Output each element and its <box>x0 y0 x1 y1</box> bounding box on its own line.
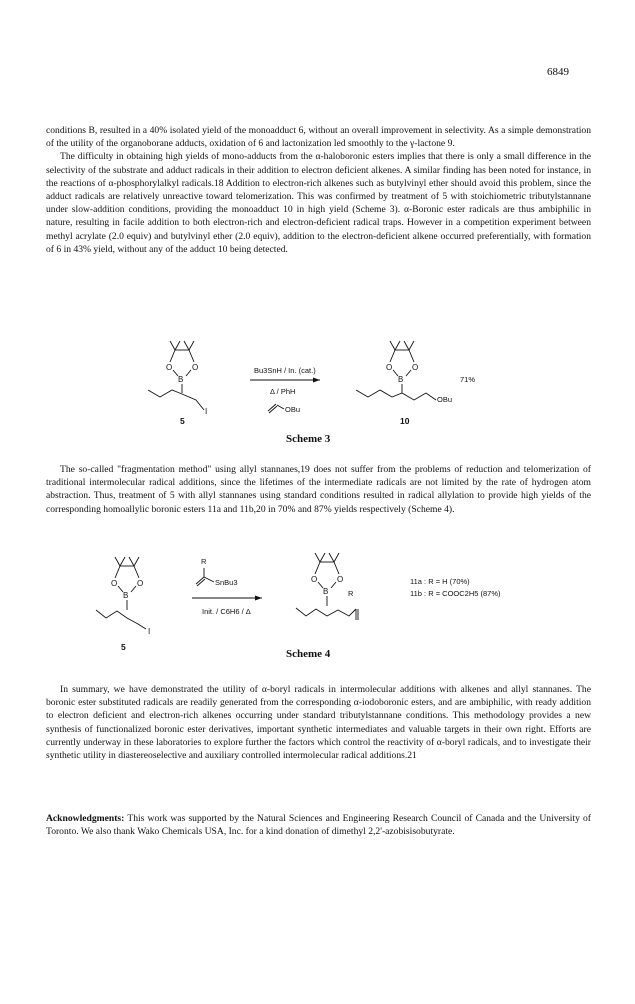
yield-71: 71% <box>460 375 476 384</box>
compound-5-structure <box>148 341 204 410</box>
atom-o: O <box>337 575 344 584</box>
reagent-conditions: Δ / PhH <box>270 387 296 396</box>
arrow-head <box>255 596 262 601</box>
product-r: R <box>348 589 354 598</box>
product-obu: OBu <box>437 395 453 404</box>
butylvinyl-ether-structure <box>268 404 284 413</box>
page-number: 6849 <box>547 66 569 78</box>
atom-o: O <box>137 579 144 588</box>
allyl-stannane-structure <box>196 568 214 586</box>
paragraph-2 <box>46 463 591 516</box>
paragraph-1b: The difficulty in obtaining high yields of mono-adducts from the α-haloboronic esters implies that there is only a small difference in the selectivity of the substrate and adduct radicals in their addition to electron deficient alkenes. A similar finding has been noted for instance, in the reactions of α-phosphorylalkyl radicals.18 Addition to electron-rich alkenes such as butylvinyl ether should avoid this problem, since the adduct radicals are relatively unreactive toward telomerization. This was confirmed by treatment of 5 with stoichiometric tributylstannane under slow-addition conditions, providing the monoadduct 10 in high yield (Scheme 3). α-Boronic ester radicals are thus ambiphilic in nature, resulting in facile addition to both electron-rich and electron-deficient radical traps. However in a competition experiment between methyl acrylate (2.0 equiv) and butylvinyl ether (2.0 equiv), addition to the electron-deficient alkene occurred preferentially, with formation of 6 in 43% yield, without any of the adduct 10 being detected. <box>46 151 591 255</box>
acknowledgments-heading: Acknowledgments: <box>46 813 125 824</box>
atom-i: I <box>148 627 151 636</box>
atom-o: O <box>412 363 419 372</box>
paragraph-1a: conditions B, resulted in a 40% isolated yield of the monoadduct 6, without an overall improvement in selectivity. As a simple demonstration of the utility of the organoborane adducts, oxidation of 6 and lactonization led smoothly to the γ-lactone 9. <box>46 125 591 150</box>
compound-5-structure <box>96 557 146 629</box>
atom-o: O <box>166 363 173 372</box>
atom-b: B <box>178 375 184 384</box>
paragraph-2-text: The so-called "fragmentation method" using allyl stannanes,19 does not suffer from the problems of reduction and telomerization of traditional intermolecular radical additions, since the lifetimes of the intermediate radicals are not limited by the rate of hydrogen atom abstraction. Thus, treatment of 5 with allyl stannanes using standard conditions resulted in radical allylation to provide high yields of the corresponding homoallylic boronic esters 11a and 11b,20 in 70% and 87% yields respectively (Scheme 4). <box>46 464 591 515</box>
reagent-conditions: Init. / C6H6 / Δ <box>202 607 251 616</box>
atom-b: B <box>398 375 404 384</box>
acknowledgments-text: This work was supported by the Natural Sciences and Engineering Research Council of Canada and the University of Toronto. We also thank Wako Chemicals USA, Inc. for a kind donation of dimethyl 2,2'-azobisisobutyrate. <box>46 813 591 838</box>
arrow-head <box>313 378 320 383</box>
paragraph-3-text: In summary, we have demonstrated the utility of α-boryl radicals in intermolecular additions with alkenes and allyl stannanes. The boronic ester substituted radicals are readily generated from the corresponding α-iodoboronic esters, and are ambiphilic, with ready addition to electron deficient and electron-rich alkenes occurring under standard tributylstannane conditions. This methodology provides a new synthesis of functionalized boronic ester derivatives, important synthetic intermediates and valuable targets in their own right. Efforts are currently underway in these laboratories to explore further the factors which control the reactivity of α-boryl radicals, and to investigate their synthetic utility in diastereoselective and auxiliary controlled intermolecular radical additions.21 <box>46 684 591 762</box>
atom-o: O <box>111 579 118 588</box>
reagent-snbu3: SnBu3 <box>215 578 238 587</box>
scheme-3-label: Scheme 3 <box>286 433 331 445</box>
atom-b: B <box>123 591 129 600</box>
reagent-bu3snh: Bu3SnH / In. (cat.) <box>254 366 316 375</box>
compound-10-structure <box>356 341 436 400</box>
compound-10-label: 10 <box>400 416 410 426</box>
paragraph-3 <box>46 683 591 762</box>
compound-5-label: 5 <box>180 416 185 426</box>
atom-o: O <box>386 363 393 372</box>
entry-11a: 11a : R = H (70%) <box>410 577 470 586</box>
reagent-obu: OBu <box>285 405 301 414</box>
reagent-r: R <box>201 557 207 566</box>
atom-o: O <box>311 575 318 584</box>
entry-11b: 11b : R = COOC2H5 (87%) <box>410 589 501 598</box>
scheme-4 <box>0 550 635 670</box>
scheme-4-label: Scheme 4 <box>286 648 331 660</box>
atom-b: B <box>323 587 329 596</box>
atom-i: I <box>205 407 208 416</box>
paragraph-1 <box>46 124 591 256</box>
compound-5-label: 5 <box>121 642 126 652</box>
acknowledgments <box>46 812 591 838</box>
atom-o: O <box>192 363 199 372</box>
scheme-3 <box>0 330 635 455</box>
